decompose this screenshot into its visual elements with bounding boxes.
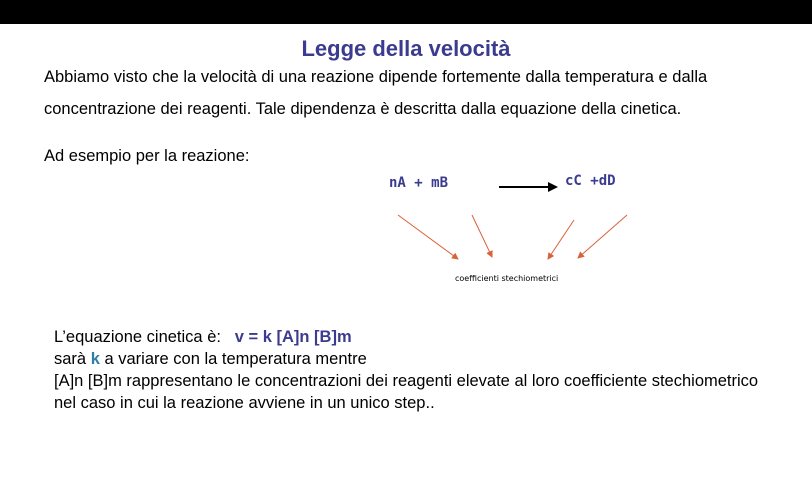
annotation-arrow-4 (578, 215, 627, 258)
single-step-line: nel caso in cui la reazione avviene in un unico step.. (54, 394, 435, 412)
k-dependence-line (54, 350, 367, 369)
equation-label: L’equazione cinetica è: (54, 328, 221, 346)
reaction-diagram (0, 24, 812, 483)
annotation-arrow-3 (548, 220, 574, 259)
example-line: Ad esempio per la reazione: (44, 147, 250, 165)
equation-formula: v = k [A]n [B]m (234, 328, 352, 346)
reaction-products: cC +dD (565, 173, 616, 189)
equation-line (54, 328, 352, 347)
intro-line-1: Abbiamo visto che la velocità di una reazione dipende fortemente dalla temperatura e dalla (44, 68, 708, 86)
top-black-bar (0, 0, 812, 24)
reaction-reactants: nA + mB (389, 175, 449, 191)
concentration-line: [A]n [B]m rappresentano le concentrazioni dei reagenti elevate al loro coefficiente stechiometrico (54, 372, 759, 390)
k-line-prefix: sarà (54, 350, 87, 368)
annotation-arrow-2 (472, 215, 492, 257)
k-constant: k (90, 350, 100, 368)
intro-line-2: concentrazione dei reagenti. Tale dipendenza è descritta dalla equazione della cinetica. (44, 100, 682, 118)
k-line-suffix: a variare con la temperatura mentre (104, 350, 367, 368)
slide-title: Legge della velocità (301, 36, 511, 61)
slide (0, 24, 812, 483)
annotation-arrow-1 (398, 215, 458, 259)
coefficients-label: coefficienti stechiometrici (455, 274, 559, 283)
